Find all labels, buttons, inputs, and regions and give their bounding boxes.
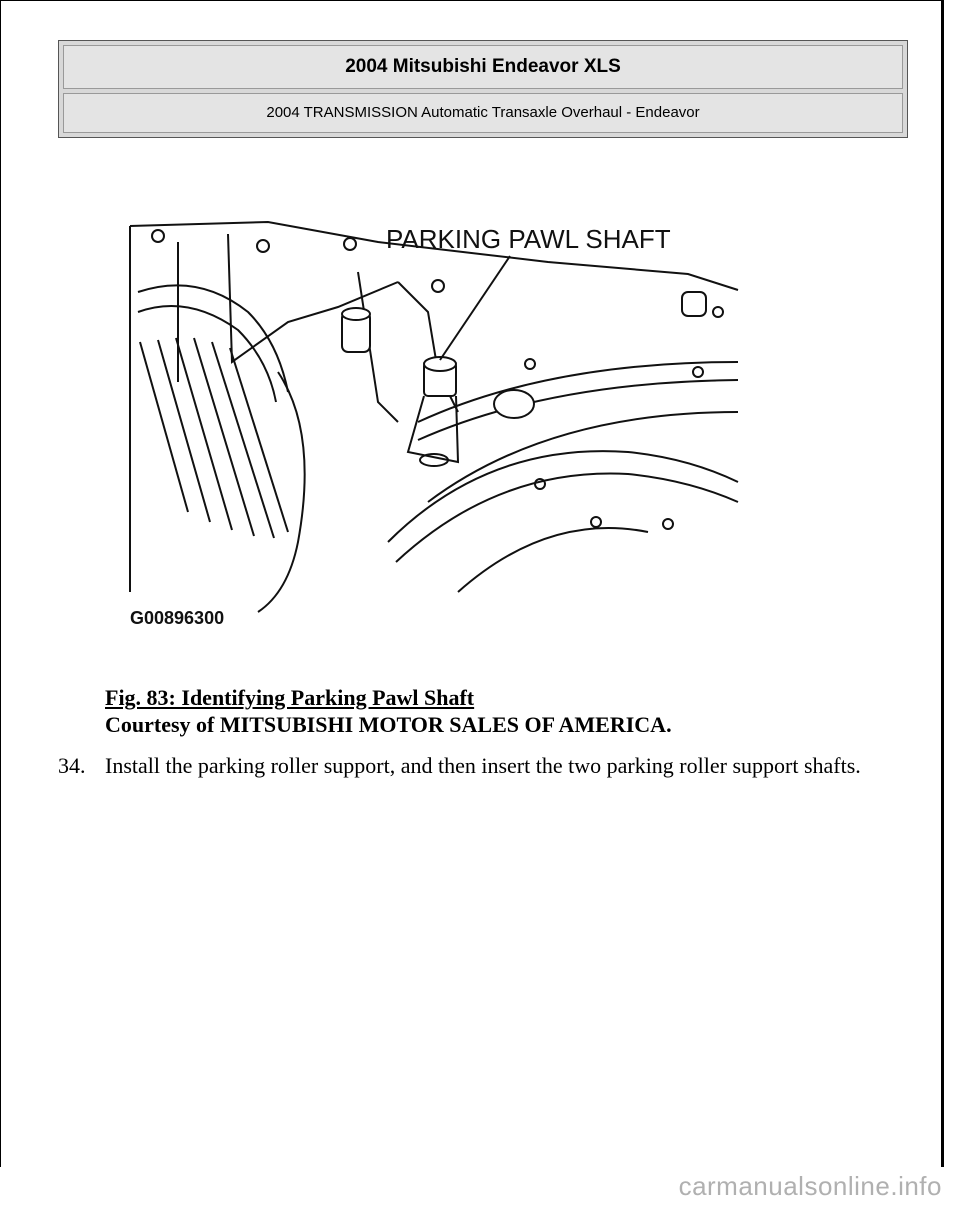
caption-courtesy: Courtesy of MITSUBISHI MOTOR SALES OF AMERICA. (105, 712, 672, 737)
caption-title: Fig. 83: Identifying Parking Pawl Shaft (105, 685, 475, 710)
procedure-step (58, 752, 898, 780)
header-title: 2004 Mitsubishi Endeavor XLS (63, 45, 903, 89)
step-number: 34. (58, 753, 86, 778)
step-text: Install the parking roller support, and then insert the two parking roller support shafts. (105, 753, 861, 778)
watermark: carmanualsonline.info (0, 1167, 960, 1205)
transmission-diagram-icon (128, 212, 740, 632)
document-header (58, 40, 908, 138)
figure-caption (105, 684, 672, 738)
callout-label: PARKING PAWL SHAFT (386, 224, 671, 254)
header-subtitle: 2004 TRANSMISSION Automatic Transaxle Overhaul - Endeavor (63, 93, 903, 133)
figure-parking-pawl-shaft (128, 212, 740, 632)
image-code: G00896300 (130, 608, 225, 628)
